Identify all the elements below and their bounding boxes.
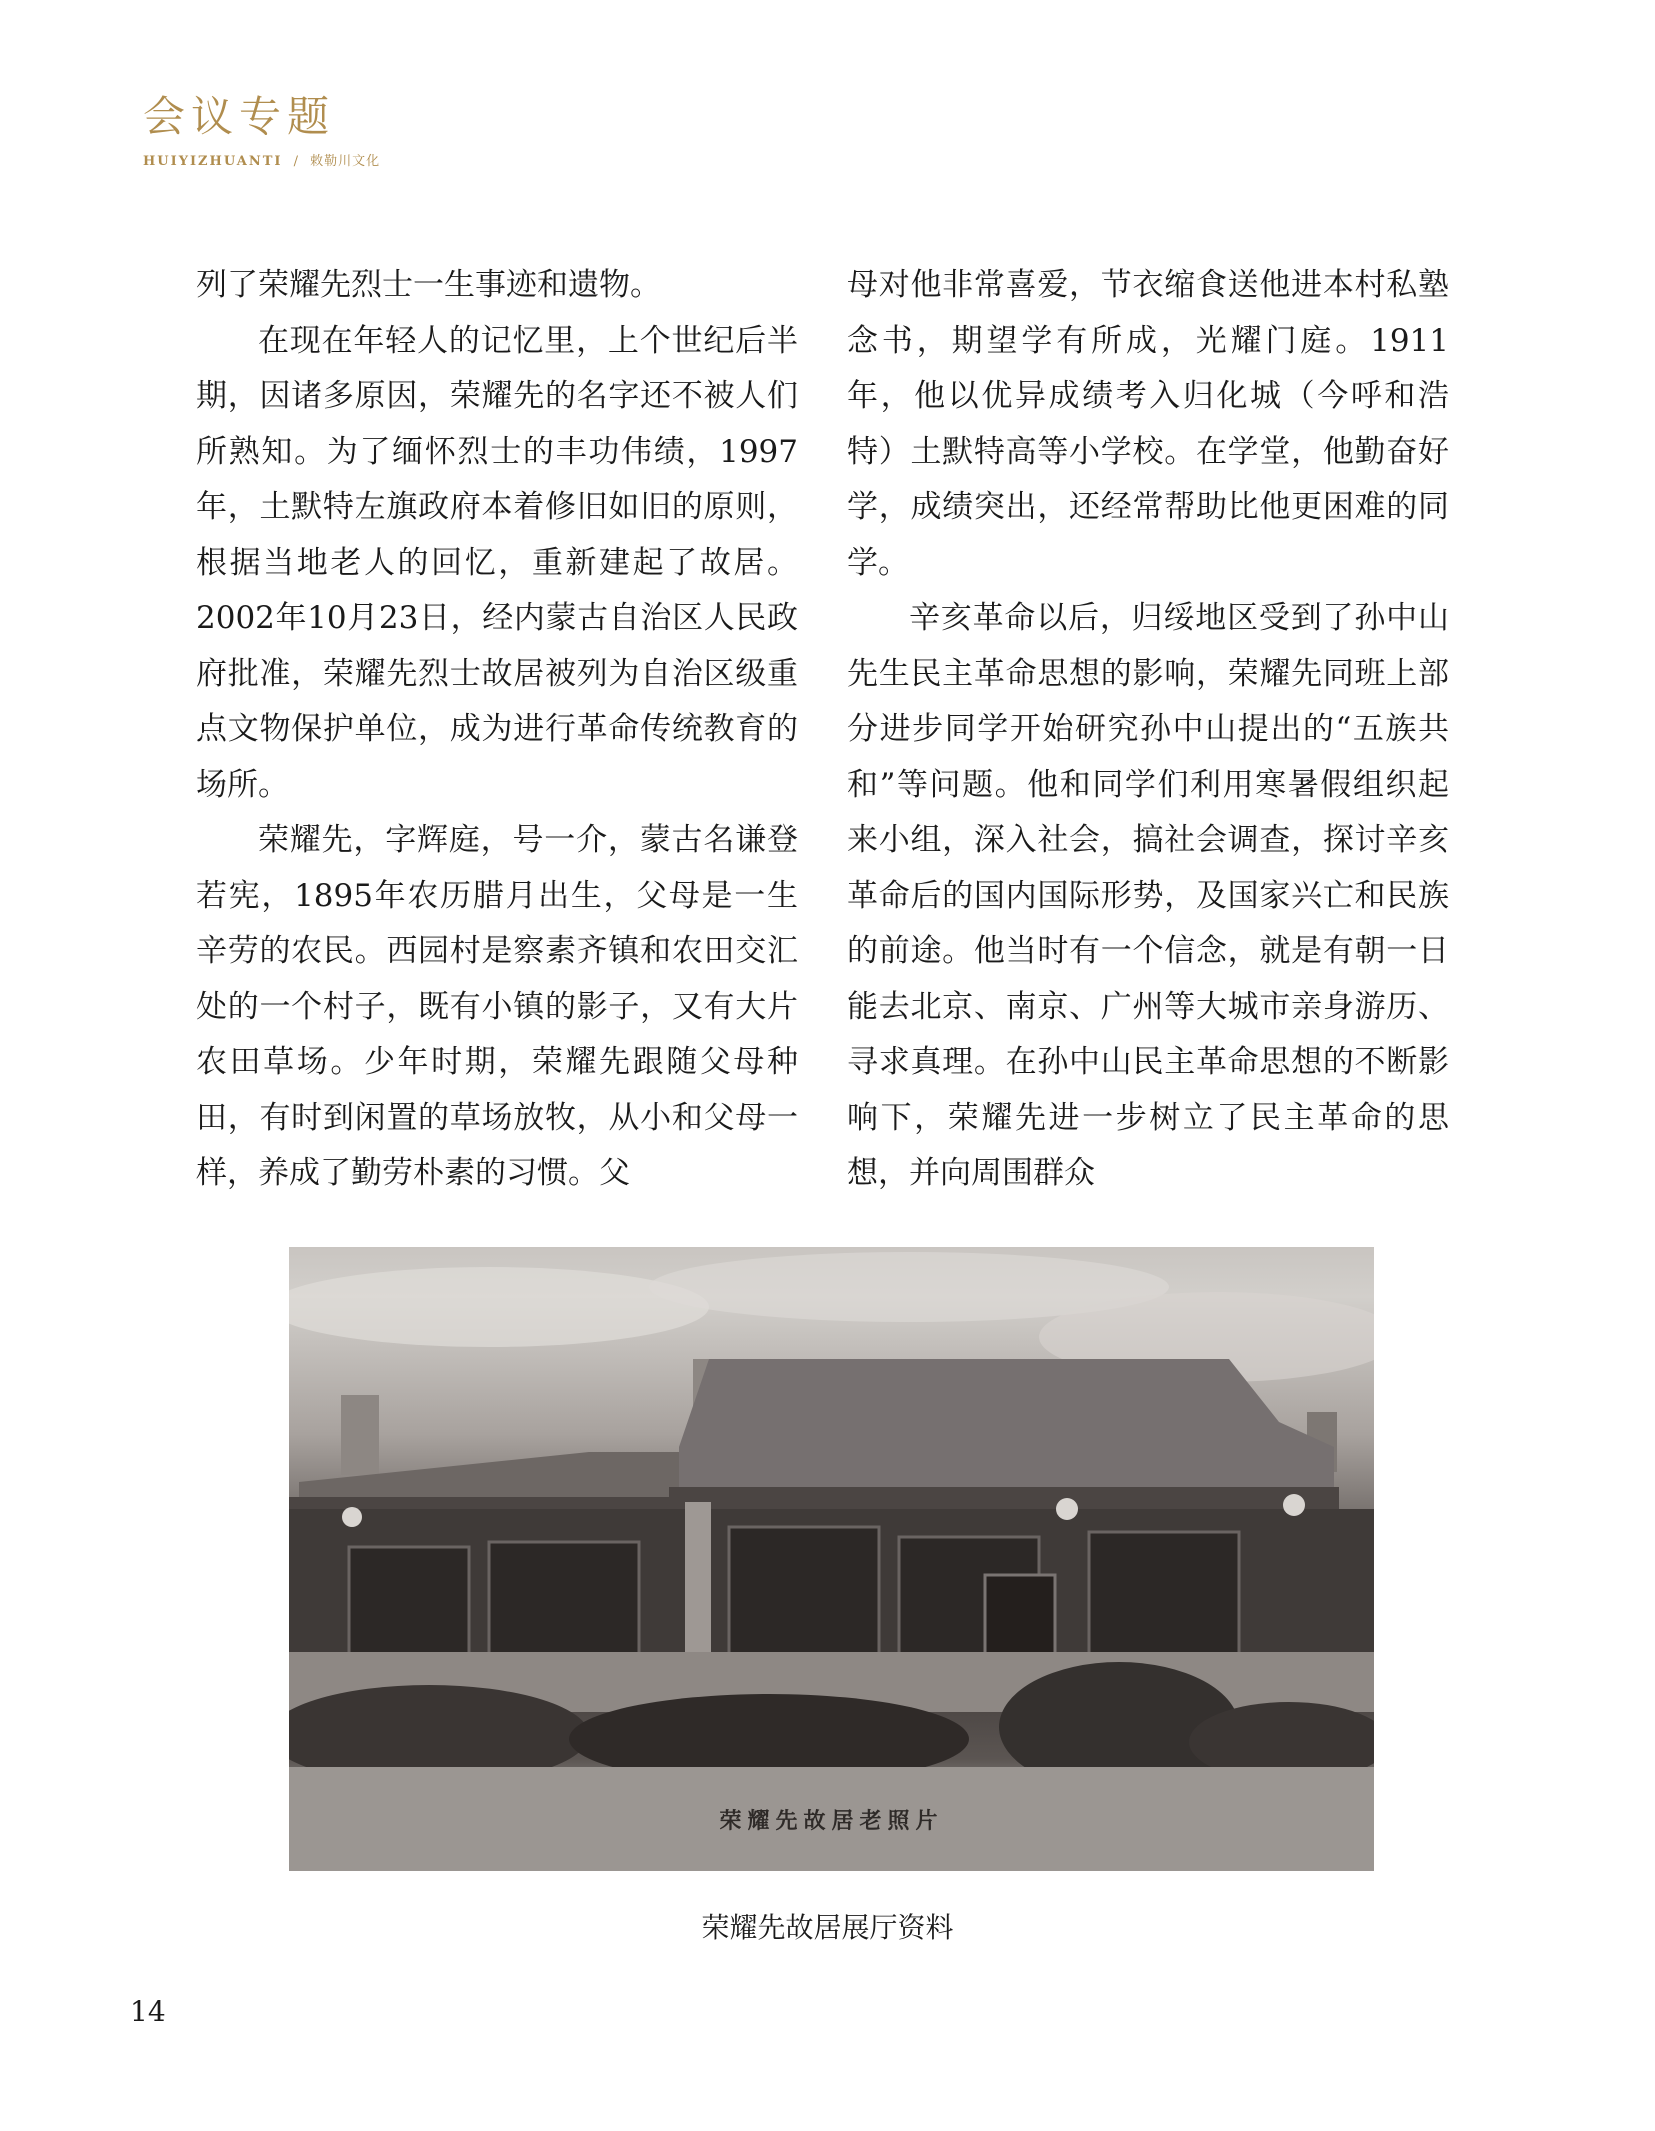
- residence-illustration: [289, 1247, 1374, 1871]
- section-subtitle-latin: HUIYIZHUANTI: [143, 154, 283, 169]
- section-subtitle-separator: /: [293, 154, 300, 169]
- section-title: 会议专题: [143, 92, 336, 141]
- section-subtitle-chinese: 敕勒川文化: [310, 154, 381, 169]
- section-subtitle: [143, 150, 380, 169]
- right-text-column: [847, 258, 1449, 1202]
- paragraph: 荣耀先，字辉庭，号一介，蒙古名谦登若宪，1895年农历腊月出生，父母是一生辛劳的农民。西园村是察素齐镇和农田交汇处的一个村子，既有小镇的影子，又有大片农田草场。少年时期，荣耀先跟随父母种田，有时到闲置的草场放牧，从小和父母一样，养成了勤劳朴素的习惯。父: [196, 822, 798, 1191]
- page-number: 14: [130, 1995, 166, 2028]
- old-residence-photo: [289, 1247, 1374, 1871]
- photo-caption: 荣耀先故居展厅资料: [701, 1911, 954, 1944]
- page-header: [143, 92, 381, 169]
- photo-inscription: 荣耀先故居老照片: [719, 1808, 944, 1834]
- paragraph: 辛亥革命以后，归绥地区受到了孙中山先生民主革命思想的影响，荣耀先同班上部分进步同学开始研究孙中山提出的“五族共和”等问题。他和同学们利用寒暑假组织起来小组，深入社会，搞社会调查，探讨辛亥革命后的国内国际形势，及国家兴亡和民族的前途。他当时有一个信念，就是有朝一日能去北京、南京、广州等大城市亲身游历、寻求真理。在孙中山民主革命思想的不断影响下，荣耀先进一步树立了民主革命的思想，并向周围群众: [847, 600, 1449, 1191]
- left-text-column: [196, 258, 798, 1202]
- paragraph: 在现在年轻人的记忆里，上个世纪后半期，因诸多原因，荣耀先的名字还不被人们所熟知。为了缅怀烈士的丰功伟绩，1997年，土默特左旗政府本着修旧如旧的原则，根据当地老人的回忆，重新建起了故居。2002年10月23日，经内蒙古自治区人民政府批准，荣耀先烈士故居被列为自治区级重点文物保护单位，成为进行革命传统教育的场所。: [196, 322, 798, 803]
- paragraph: 母对他非常喜爱，节衣缩食送他进本村私塾念书，期望学有所成，光耀门庭。1911年，他以优异成绩考入归化城（今呼和浩特）土默特高等小学校。在学堂，他勤奋好学，成绩突出，还经常帮助比他更困难的同学。: [847, 267, 1449, 581]
- paragraph: 列了荣耀先烈士一生事迹和遗物。: [196, 267, 661, 303]
